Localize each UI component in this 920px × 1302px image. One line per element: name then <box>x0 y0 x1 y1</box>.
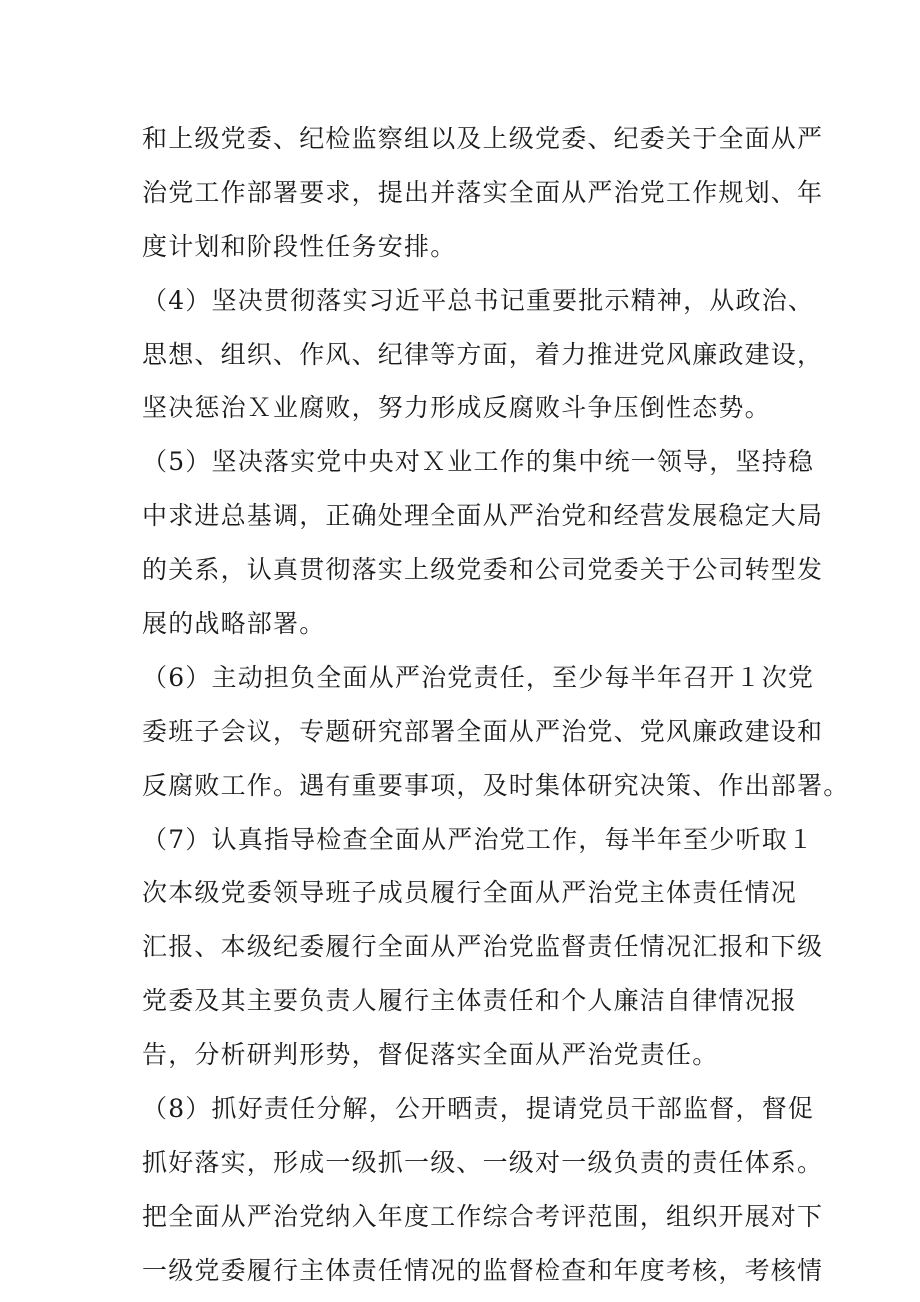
text-line: 治党工作部署要求，提出并落实全面从严治党工作规划、年 <box>142 177 824 207</box>
text-line: 思想、组织、作风、纪律等方面，着力推进党风廉政建设， <box>142 339 824 369</box>
text-line: 次本级党委领导班子成员履行全面从严治党主体责任情况 <box>142 878 798 908</box>
text-line: 党委及其主要负责人履行主体责任和个人廉洁自律情况报 <box>142 986 798 1016</box>
text-line: 中求进总基调，正确处理全面从严治党和经营发展稳定大局 <box>142 501 824 531</box>
text-line: （6）主动担负全面从严治党责任，至少每半年召开１次党 <box>142 662 815 692</box>
text-line: 汇报、本级纪委履行全面从严治党监督责任情况汇报和下级 <box>142 932 824 962</box>
text-line: 把全面从严治党纳入年度工作综合考评范围，组织开展对下 <box>142 1201 824 1231</box>
text-line: 反腐败工作。遇有重要事项，及时集体研究决策、作出部署。 <box>142 770 850 800</box>
text-line: 坚决惩治Ｘ业腐败，努力形成反腐败斗争压倒性态势。 <box>142 393 771 423</box>
text-line: 告，分析研判形势，督促落实全面从严治党责任。 <box>142 1040 719 1070</box>
text-line: 委班子会议，专题研究部署全面从严治党、党风廉政建设和 <box>142 716 824 746</box>
text-line: （5）坚决落实党中央对Ｘ业工作的集中统一领导，坚持稳 <box>142 447 815 477</box>
text-line: 一级党委履行主体责任情况的监督检查和年度考核，考核情 <box>142 1255 824 1285</box>
text-line: （8）抓好责任分解，公开晒责，提请党员干部监督，督促 <box>142 1094 815 1124</box>
text-line: （7）认真指导检查全面从严治党工作，每半年至少听取１ <box>142 824 815 854</box>
text-line: 抓好落实，形成一级抓一级、一级对一级负责的责任体系。 <box>142 1147 824 1177</box>
text-line: （4）坚决贯彻落实习近平总书记重要批示精神，从政治、 <box>142 285 815 315</box>
text-line: 的关系，认真贯彻落实上级党委和公司党委关于公司转型发 <box>142 555 824 585</box>
text-line: 度计划和阶段性任务安排。 <box>142 231 457 261</box>
text-line: 展的战略部署。 <box>142 609 326 639</box>
text-line: 和上级党委、纪检监察组以及上级党委、纪委关于全面从严 <box>142 124 824 153</box>
document-body <box>142 112 850 1298</box>
